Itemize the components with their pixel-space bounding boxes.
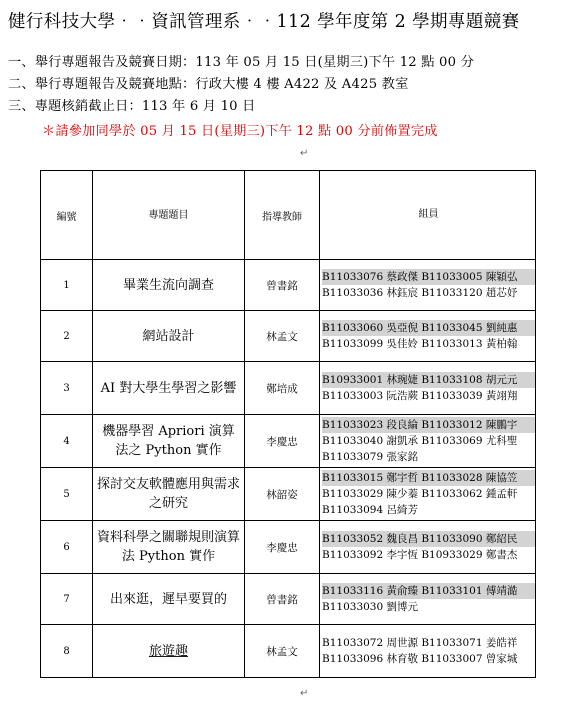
row-no: 6: [41, 521, 93, 574]
row-advisor: 李慶忠: [245, 521, 320, 574]
header-no: 編號: [41, 171, 93, 260]
row-topic: 網站設計: [93, 311, 245, 362]
member-line: B11033079 張家銘: [322, 451, 418, 463]
member-line: B11033094 呂綺芳: [322, 504, 418, 516]
info-deadline: 三、專題核銷截止日：113 年 6 月 10 日: [8, 99, 256, 114]
header-topic: 專題題目: [93, 171, 245, 260]
row-topic: 畢業生流向調查: [93, 260, 245, 311]
header-members: 組員: [320, 171, 536, 260]
row-no: 3: [41, 362, 93, 415]
row-no: 7: [41, 574, 93, 625]
row-advisor: 曾書銘: [245, 260, 320, 311]
event-info: [8, 52, 568, 118]
row-no: 2: [41, 311, 93, 362]
member-line: B11033052 魏良昌 B11033090 鄭紹民: [322, 531, 535, 547]
table-row: [41, 574, 536, 625]
row-no: 4: [41, 415, 93, 468]
info-date: 一、舉行專題報告及競賽日期：113 年 05 月 15 日(星期三)下午 12 點 00 分: [8, 55, 475, 70]
project-table: [40, 170, 536, 678]
member-line: B11033003 阮浩蕨 B11033039 黃翊翔: [322, 390, 518, 402]
header-advisor: 指導教師: [245, 171, 320, 260]
member-line: B11033060 吳亞倪 B11033045 劉純惠: [322, 320, 535, 336]
row-advisor: 林韶姿: [245, 468, 320, 521]
member-line: B11033076 蔡政傑 B11033005 陳穎弘: [322, 269, 535, 285]
member-line: B11033023 段良綸 B11033012 陳鵬宇: [322, 417, 535, 433]
row-topic: 機器學習 Apriori 演算法之 Python 實作: [93, 415, 245, 468]
document-title: 健行科技大學‧‧資訊管理系‧‧112 學年度第 2 學期專題競賽: [8, 12, 520, 32]
table-row: [41, 415, 536, 468]
member-line: B11033072 周世源 B11033071 姜皓祥: [322, 637, 518, 649]
row-no: 5: [41, 468, 93, 521]
member-line: B11033096 林育敬 B11033007 曾家城: [322, 653, 518, 665]
table-row: [41, 260, 536, 311]
member-line: B11033036 林鈺宸 B11033120 趙芯妤: [322, 287, 518, 299]
row-topic: AI 對大學生學習之影響: [93, 362, 245, 415]
member-line: B11033040 謝凱承 B11033069 尤科聖: [322, 435, 518, 447]
row-topic: 出來逛，遲早要買的: [93, 574, 245, 625]
table-row: [41, 468, 536, 521]
member-line: B11033015 鄭宇哲 B11033028 陳協笠: [322, 470, 535, 486]
table-row: [41, 625, 536, 678]
table-row: [41, 521, 536, 574]
member-line: B11033092 李宇恆 B10933029 鄭書杰: [322, 549, 518, 561]
table-row: [41, 311, 536, 362]
member-line: B11033029 陳少蓁 B11033062 鍾孟軒: [322, 488, 518, 500]
row-advisor: 鄭培成: [245, 362, 320, 415]
row-advisor: 林孟文: [245, 625, 320, 678]
table-header-row: [41, 171, 536, 260]
row-members: [320, 260, 536, 311]
info-location: 二、舉行專題報告及競賽地點：行政大樓 4 樓 A422 及 A425 教室: [8, 77, 409, 92]
row-members: [320, 311, 536, 362]
row-members: [320, 521, 536, 574]
row-advisor: 李慶忠: [245, 415, 320, 468]
row-topic: 探討交友軟體應用與需求之研究: [93, 468, 245, 521]
paragraph-mark-icon: ↵: [300, 688, 309, 699]
row-advisor: 林孟文: [245, 311, 320, 362]
member-line: B11033116 黃俞臻 B11033101 傅靖澔: [322, 583, 535, 599]
row-members: [320, 362, 536, 415]
row-topic: 旅遊趣: [93, 625, 245, 678]
row-no: 8: [41, 625, 93, 678]
member-line: B11033099 吳佳姈 B11033013 黃柏翰: [322, 338, 518, 350]
row-no: 1: [41, 260, 93, 311]
row-members: [320, 468, 536, 521]
row-advisor: 曾書銘: [245, 574, 320, 625]
row-members: [320, 625, 536, 678]
row-members: [320, 415, 536, 468]
paragraph-mark-icon: ↵: [300, 148, 309, 159]
row-members: [320, 574, 536, 625]
table-row: [41, 362, 536, 415]
member-line: B11033030 劉博元: [322, 601, 418, 613]
notice-text: ＊請參加同學於 05 月 15 日(星期三)下午 12 點 00 分前佈置完成: [42, 124, 438, 139]
row-topic: 資料科學之關聯規則演算法 Python 實作: [93, 521, 245, 574]
member-line: B10933001 林琬婕 B11033108 胡元元: [322, 372, 535, 388]
